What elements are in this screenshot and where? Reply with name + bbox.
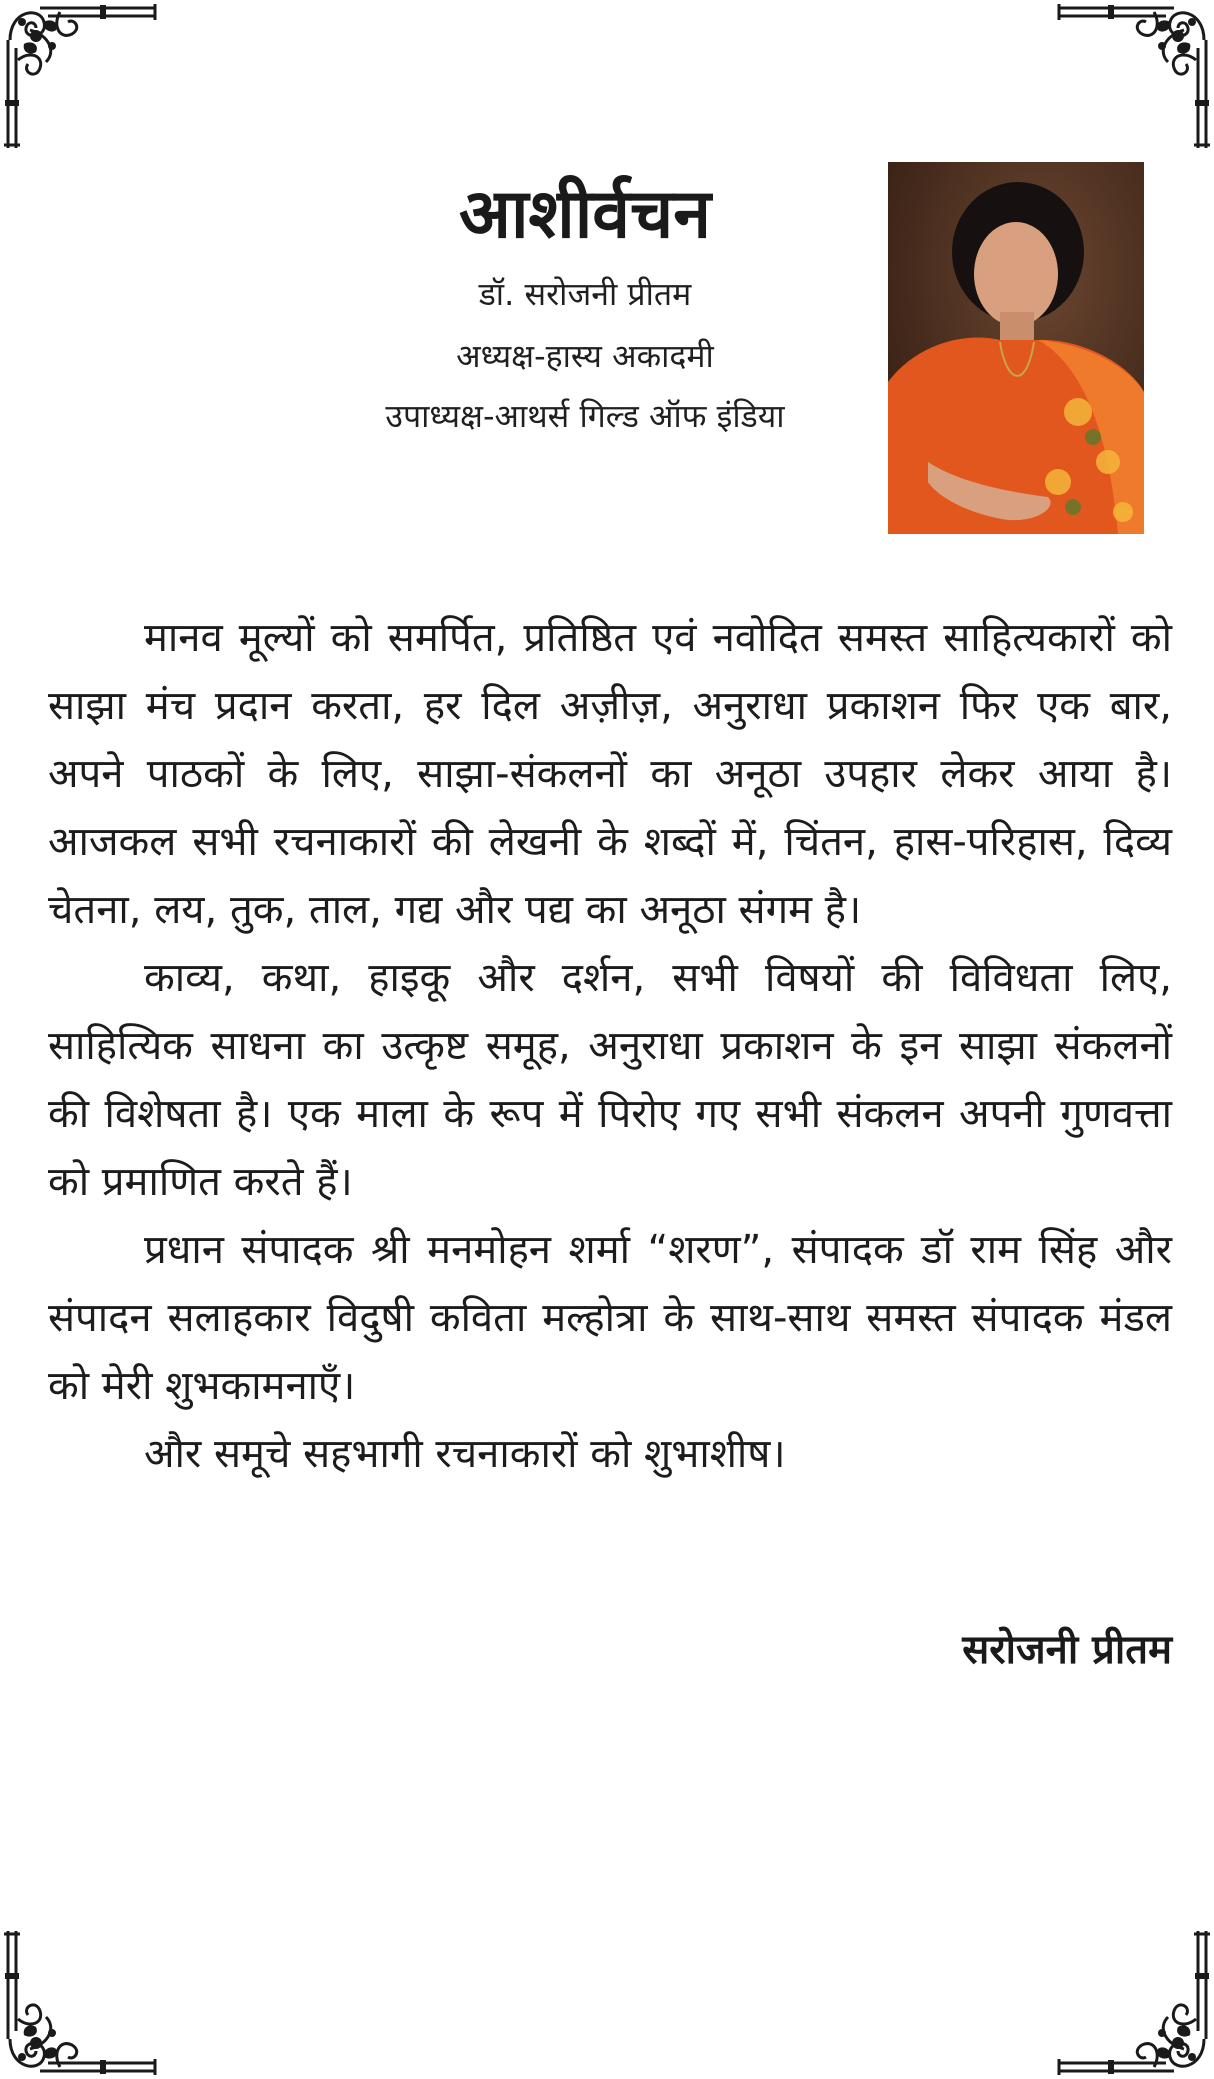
ornamental-corner-icon	[1054, 0, 1214, 150]
signature: सरोजनी प्रीतम	[962, 1627, 1172, 1673]
ornamental-corner-icon	[0, 1929, 160, 2079]
author-name-line: डॉ. सरोजनी प्रीतम	[478, 275, 692, 313]
author-portrait-image	[888, 162, 1144, 534]
body-paragraph: मानव मूल्यों को समर्पित, प्रतिष्ठित एवं नवोदित समस्त साहित्यकारों को साझा मंच प्रदान करता, हर दिल अज़ीज़, अनुराधा प्रकाशन फिर एक बार, अपने पाठकों के लिए, साझा-संकलनों का अनूठा उपहार लेकर आया है। आजकल सभी रचनाकारों की लेखनी के शब्दों में, चिंतन, हास-परिहास, दिव्य चेतना, लय, तुक, ताल, गद्य और पद्य का अनूठा संगम है।	[48, 615, 1172, 933]
page-title: आशीर्वचन	[458, 175, 712, 254]
author-role-line: अध्यक्ष-हास्य अकादमी	[456, 337, 714, 375]
ornamental-corner-icon	[1054, 1929, 1214, 2079]
author-role-line: उपाध्यक्ष-आथर्स गिल्ड ऑफ इंडिया	[385, 397, 785, 435]
body-paragraph: प्रधान संपादक श्री मनमोहन शर्मा “शरण”, संपादक डॉ राम सिंह और संपादन सलाहकार विदुषी कविता मल्होत्रा के साथ-साथ समस्त संपादक मंडल को मेरी शुभकामनाएँ।	[48, 1227, 1172, 1409]
body-paragraph: काव्य, कथा, हाइकू और दर्शन, सभी विषयों की विविधता लिए, साहित्यिक साधना का उत्कृष्ट समूह, अनुराधा प्रकाशन के इन साझा संकलनों की विशेषता है। एक माला के रूप में पिरोए गए सभी संकलन अपनी गुणवत्ता को प्रमाणित करते हैं।	[48, 955, 1172, 1205]
body-paragraph: और समूचे सहभागी रचनाकारों को शुभाशीष।	[144, 1431, 786, 1477]
ornamental-corner-icon	[0, 0, 160, 150]
body-text	[48, 604, 1172, 1488]
